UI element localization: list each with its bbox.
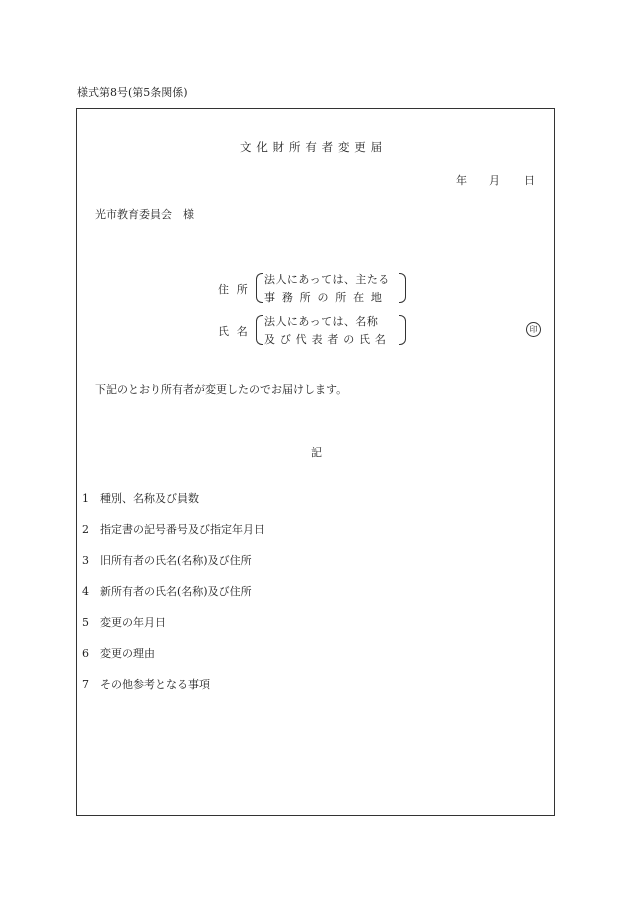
list-item: 1 種別、名称及び員数 — [82, 492, 199, 505]
address-note-line1: 法人にあっては、主たる — [264, 273, 390, 286]
statement-text: 下記のとおり所有者が変更したのでお届けします。 — [95, 383, 348, 396]
list-item: 7 その他参考となる事項 — [82, 678, 210, 691]
name-note-line2: 及び代表者の氏名 — [264, 333, 391, 346]
year-label: 年 — [456, 174, 467, 187]
address-open-bracket — [256, 273, 263, 303]
address-note-line2: 事務所の所在地 — [264, 291, 389, 304]
month-label: 月 — [489, 174, 500, 187]
list-item: 3 旧所有者の氏名(名称)及び住所 — [82, 554, 252, 567]
date-line — [456, 172, 535, 188]
address-close-bracket — [399, 273, 406, 303]
address-label: 住所 — [218, 283, 256, 296]
list-item: 5 変更の年月日 — [82, 616, 166, 629]
name-close-bracket — [399, 315, 406, 345]
list-item: 4 新所有者の氏名(名称)及び住所 — [82, 585, 252, 598]
name-note-line1: 法人にあっては、名称 — [264, 315, 379, 328]
list-item: 6 変更の理由 — [82, 647, 155, 660]
day-label: 日 — [524, 174, 535, 187]
document-title: 文化財所有者変更届 — [240, 140, 387, 154]
name-label: 氏名 — [218, 325, 256, 338]
ki-heading: 記 — [311, 446, 322, 459]
form-number-label: 様式第8号(第5条関係) — [77, 86, 188, 99]
name-open-bracket — [256, 315, 263, 345]
addressee: 光市教育委員会 様 — [95, 208, 194, 221]
seal-mark: 印 — [526, 322, 541, 337]
list-item: 2 指定書の記号番号及び指定年月日 — [82, 523, 265, 536]
